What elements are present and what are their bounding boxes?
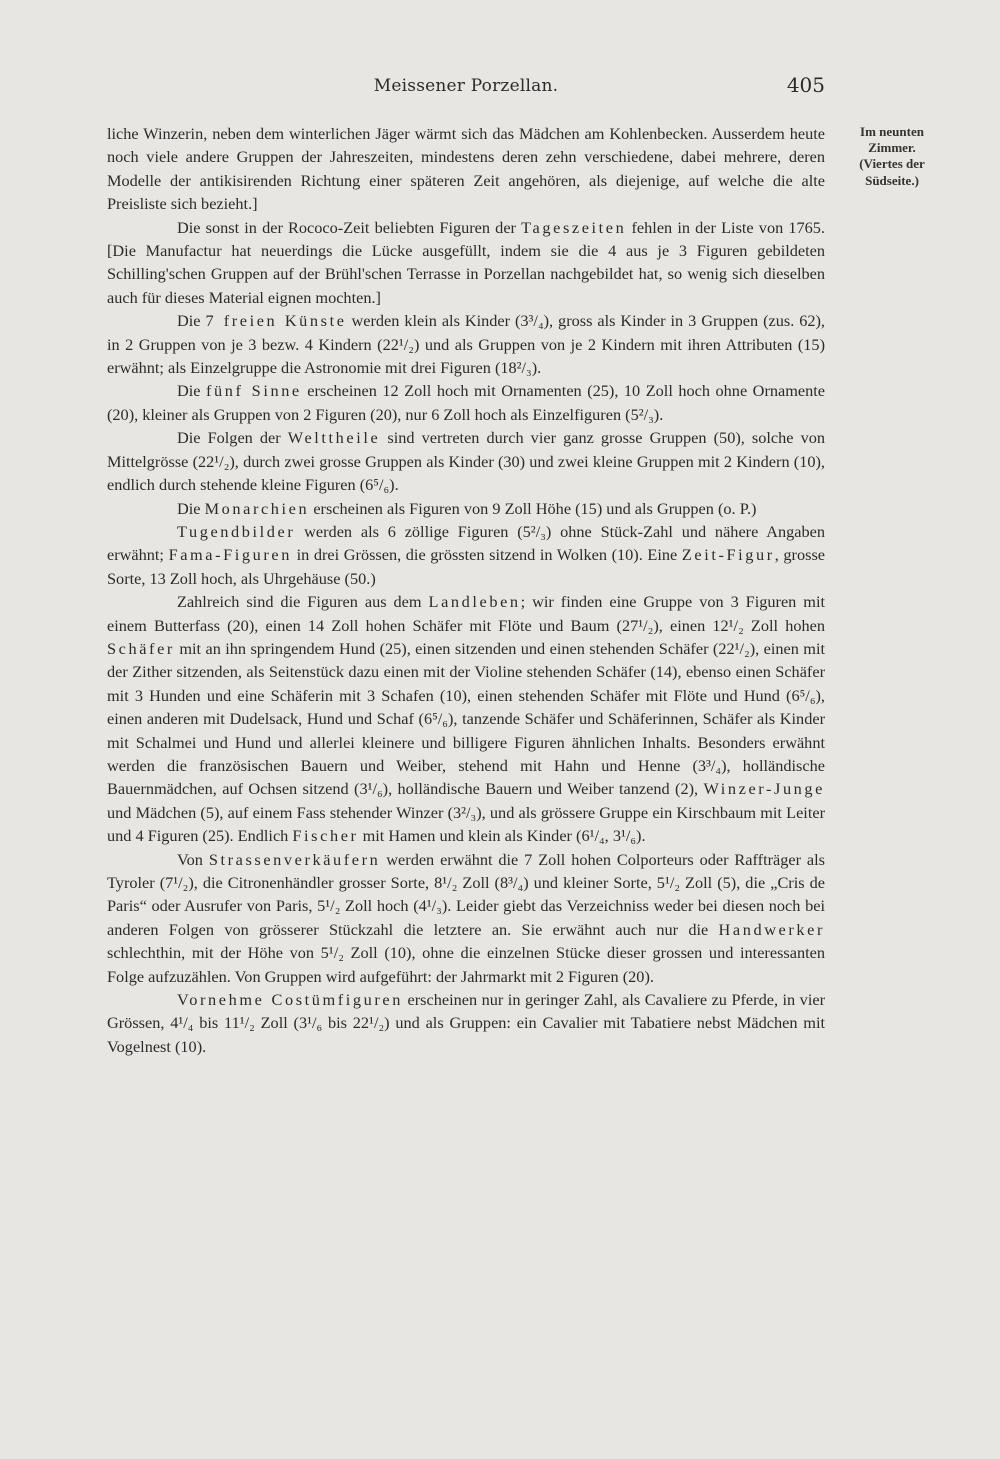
paragraph	[107, 309, 825, 379]
text-run: erscheinen 12 Zoll hoch mit Ornamenten (25), 10 Zoll hoch ohne Ornamente (20), kleiner als Gruppen von 2 Figuren (20), nur 6 Zoll hoch als Einzelfiguren (5²/₃).	[107, 381, 826, 424]
spaced-term: Winzer-Junge	[703, 779, 825, 799]
spaced-term: Fischer	[292, 826, 359, 846]
spaced-term: Strassenverkäufern	[208, 849, 381, 869]
margin-note-line: (Viertes der	[859, 156, 925, 172]
spaced-term: Monarchien	[204, 498, 310, 518]
margin-note-line: Im neunten	[860, 124, 924, 139]
paragraph	[107, 426, 825, 496]
spaced-term: Vornehme Costümfiguren	[177, 990, 403, 1010]
spaced-term: Tugendbilder	[177, 521, 296, 541]
paragraph: liche Winzerin, neben dem winterlichen Jäger wärmt sich das Mädchen am Kohlenbecken. Ausserdem heute noch viele andere Gruppen der Jahreszeiten, mindestens deren zehn verschiedene, dabei mehrere, deren Modelle der antikisirenden Richtung einer späteren Zeit angehören, als diejenige, auf welche die alte Preisliste sich bezieht.]	[107, 124, 825, 214]
text-run: Die	[177, 381, 207, 401]
text-run: werden klein als Kinder (3³/₄), gross als Kinder in 3 Gruppen (zus. 62), in 2 Gruppen von je 3 bezw. 4 Kindern (22¹/₂) und als Gruppen von je 2 Kindern mit ihren Attributen (15) erwähnt; als Einzelgruppe die Astronomie mit drei Figuren (18²/₃).	[107, 311, 825, 378]
text-run: Die	[177, 311, 206, 331]
text-run: in drei Grössen, die grössten sitzend in Wolken (10). Eine	[292, 545, 682, 565]
page-header	[107, 73, 825, 102]
text-run: Die Folgen der	[177, 428, 288, 448]
text-run: Zahlreich sind die Figuren aus dem	[177, 592, 429, 612]
paragraph	[107, 379, 825, 426]
paragraph	[107, 497, 825, 520]
page-number: 405	[786, 73, 825, 97]
paragraph	[107, 848, 825, 988]
spaced-term: Fama-Figuren	[168, 545, 293, 565]
spaced-term: Welttheile	[287, 428, 381, 448]
margin-note-line: Südseite.)	[865, 172, 919, 188]
spaced-term: Tageszeiten	[521, 217, 627, 237]
spaced-term: fünf Sinne	[206, 381, 302, 401]
text-run: ; wir finden eine Gruppe von 3 Figuren mit einem Butterfass (20), einen 14 Zoll hohen Schäfer mit Flöte und Baum (27¹/₂), einen 12¹/₂ Zoll hohen	[107, 592, 825, 635]
spaced-term: 7 freien Künste	[205, 311, 347, 331]
text-run: und Mädchen (5), auf einem Fass stehender Winzer (3²/₃), und als grössere Gruppe ein Kirschbaum mit Leiter und 4 Figuren (25). Endlich	[107, 802, 825, 846]
text-run: Die	[177, 498, 205, 518]
text-run: sind vertreten durch vier ganz grosse Gruppen (50), solche von Mittelgrösse (22¹/₂), durch zwei grosse Gruppen als Kinder (30) und zwei kleine Gruppen mit 2 Kindern (10), endlich durch stehende kleine Figuren (6⁵/₆).	[107, 428, 826, 495]
text-run: , grosse Sorte, 13 Zoll hoch, als Uhrgehäuse (50.)	[107, 545, 826, 588]
text-run: Die sonst in der Rococo-Zeit beliebten Figuren der	[177, 217, 522, 237]
text-run: fehlen in der Liste von 1765. [Die Manufactur hat neuerdings die Lücke ausgefüllt, indem sie die 4 aus je 3 Figuren gebildeten Schilling'schen Gruppen auf der Brühl'schen Terrasse in Porzellan nachgebildet hat, so wenig sich dieselben auch für dieses Material eignen mochten.]	[107, 217, 826, 307]
text-run: werden als 6 zöllige Figuren (5²/₃) ohne Stück-Zahl und nähere Angaben erwähnt;	[107, 521, 825, 565]
text-run: werden erwähnt die 7 Zoll hohen Colporteurs oder Raffträger als Tyroler (7¹/₂), die Citronenhändler grosser Sorte, 8¹/₂ Zoll (8³/₄) und kleiner Sorte, 5¹/₂ Zoll (5), die „Cris de Paris“ oder Ausrufer von Paris, 5¹/₂ Zoll hoch (4¹/₃). Leider giebt das Verzeichniss weder bei diesen noch bei anderen Folgen von grösserer Stückzahl die letztere an. Sie erwähnt auch nur die	[107, 849, 825, 939]
body-text	[107, 122, 825, 1058]
margin-note	[838, 124, 946, 189]
text-run: mit an ihn springendem Hund (25), einen sitzenden und einen stehenden Schäfer (22¹/₂), einen mit der Zither sitzenden, als Seitenstück dazu einen mit der Violine stehenden Schäfer (14), ebenso einen Schäfer mit 3 Hunden und eine Schäferin mit 3 Schafen (10), einen stehenden Schäfer mit Flöte und Hund (6⁵/₆), einen anderen mit Dudelsack, Hund und Schaf (6⁵/₆), tanzende Schäfer und Schäferinnen, Schäfer als Kinder mit Schalmei und Hund und allerlei kleinere und billigere Figuren ähnlichen Inhalts. Besonders erwähnt werden die französischen Bauern und Weiber, stehend mit Hahn und Henne (3³/₄), holländische Bauernmädchen, auf Ochsen sitzend (3¹/₆), holländische Bauern und Weiber tanzend (2),	[107, 638, 825, 799]
paragraph	[107, 216, 825, 310]
text-run: mit Hamen und klein als Kinder (6¹/₄, 3¹/₆).	[358, 826, 646, 846]
text-run: schlechthin, mit der Höhe von 5¹/₂ Zoll (10), ohne die einzelnen Stücke dieser grossen und interessanten Folge aufzuzählen. Von Gruppen wird aufgeführt: der Jahrmarkt mit 2 Figuren (20).	[107, 943, 825, 986]
paragraph	[107, 590, 825, 847]
spaced-term: Zeit-Figur	[681, 545, 775, 565]
text-run: erscheinen nur in geringer Zahl, als Cavaliere zu Pferde, in vier Grössen, 4¹/₄ bis 11¹/₂ Zoll (3¹/₆ bis 22¹/₂) und als Gruppen: ein Cavalier mit Tabatiere nebst Mädchen mit Vogelnest (10).	[107, 990, 825, 1056]
margin-note-line: Zimmer.	[868, 140, 916, 156]
spaced-term: Schäfer	[107, 638, 175, 658]
text-run: erscheinen als Figuren von 9 Zoll Höhe (15) und als Gruppen (o. P.)	[309, 498, 757, 518]
paragraph	[107, 988, 825, 1058]
spaced-term: Landleben	[428, 592, 521, 612]
spaced-term: Handwerker	[718, 919, 825, 939]
paragraph	[107, 520, 825, 590]
running-title: Meissener Porzellan.	[373, 76, 559, 96]
text-run: Von	[177, 849, 209, 869]
